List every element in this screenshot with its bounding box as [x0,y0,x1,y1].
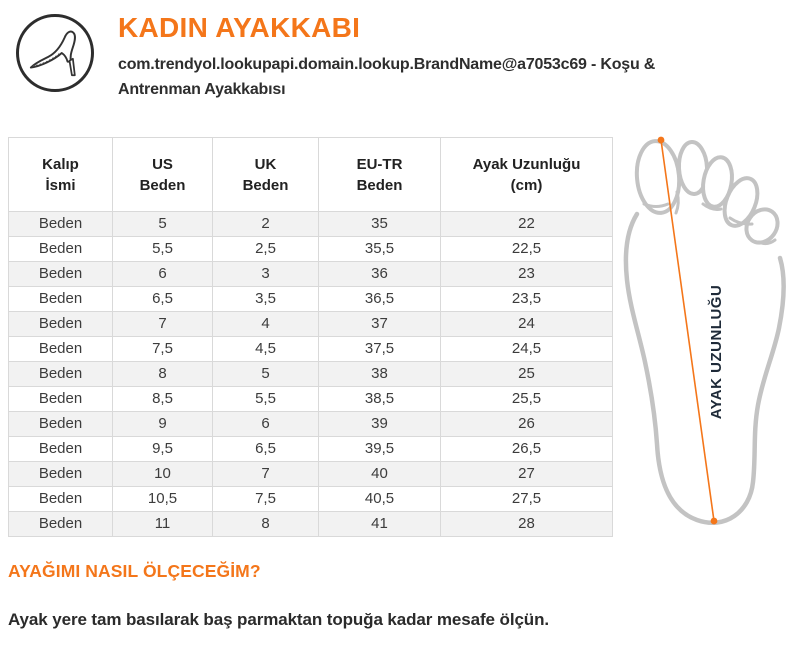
table-row [9,387,613,412]
table-cell: 22,5 [441,237,613,262]
table-cell: Beden [9,412,113,437]
high-heel-icon [26,24,84,82]
table-row [9,262,613,287]
column-header-ayak-uzunlugu: Ayak Uzunluğu (cm) [441,138,613,212]
column-header-uk-beden: UK Beden [213,138,319,212]
table-cell: Beden [9,387,113,412]
howto-section [8,561,608,630]
page-title: KADIN AYAKKABI [118,12,361,43]
table-cell: 3,5 [213,287,319,312]
header [16,12,655,103]
table-cell: 7,5 [213,487,319,512]
table-cell: 10,5 [113,487,213,512]
table-cell: 38 [319,362,441,387]
foot-diagram [613,130,799,542]
table-cell: 11 [113,512,213,537]
table-cell: 41 [319,512,441,537]
table-cell: 6,5 [113,287,213,312]
table-cell: Beden [9,462,113,487]
table-cell: 5,5 [113,237,213,262]
table-cell: 9 [113,412,213,437]
table-cell: 10 [113,462,213,487]
table-cell: 37 [319,312,441,337]
table-cell: 3 [213,262,319,287]
table-row [9,212,613,237]
table-cell: 8 [113,362,213,387]
table-cell: 24 [441,312,613,337]
table-cell: 9,5 [113,437,213,462]
table-cell: 35 [319,212,441,237]
table-cell: 2 [213,212,319,237]
product-subtitle: com.trendyol.lookupapi.domain.lookup.BrandName@a7053c69 - Koşu & Antrenman Ayakkabısı [118,56,656,98]
howto-text: Ayak yere tam basılarak baş parmaktan topuğa kadar mesafe ölçün. [8,610,549,629]
measurement-dot-bottom [711,518,718,525]
table-cell: 6,5 [213,437,319,462]
table-row [9,487,613,512]
header-row [9,138,613,212]
column-header-eu-tr-beden: EU-TR Beden [319,138,441,212]
table-cell: 37,5 [319,337,441,362]
table-cell: 39 [319,412,441,437]
table-cell: 26 [441,412,613,437]
foot-outline [626,214,784,523]
table-cell: 25 [441,362,613,387]
table-row [9,237,613,262]
table-cell: 5 [213,362,319,387]
table-cell: 5,5 [213,387,319,412]
column-header-kalip-ismi: Kalıp İsmi [9,138,113,212]
measurement-dot-top [658,137,665,144]
table-cell: 40 [319,462,441,487]
size-table [8,137,613,537]
table-cell: 5 [113,212,213,237]
table-row [9,337,613,362]
table-cell: Beden [9,437,113,462]
table-cell: 40,5 [319,487,441,512]
table-cell: Beden [9,337,113,362]
table-cell: 35,5 [319,237,441,262]
table-cell: 25,5 [441,387,613,412]
table-row [9,462,613,487]
table-cell: 23 [441,262,613,287]
table-cell: Beden [9,512,113,537]
table-cell: 39,5 [319,437,441,462]
table-cell: 27,5 [441,487,613,512]
table-row [9,287,613,312]
table-cell: 8,5 [113,387,213,412]
table-cell: Beden [9,312,113,337]
column-header-us-beden: US Beden [113,138,213,212]
table-cell: 7,5 [113,337,213,362]
header-text [118,12,655,103]
table-cell: 6 [213,412,319,437]
size-table-body [9,212,613,537]
table-row [9,362,613,387]
size-table-header [9,138,613,212]
table-cell: Beden [9,212,113,237]
table-row [9,412,613,437]
table-cell: Beden [9,262,113,287]
table-row [9,512,613,537]
table-cell: 26,5 [441,437,613,462]
table-cell: 7 [113,312,213,337]
table-cell: 8 [213,512,319,537]
category-icon-circle [16,14,94,92]
howto-heading: AYAĞIMI NASIL ÖLÇECEĞİM? [8,561,261,581]
table-cell: 23,5 [441,287,613,312]
table-cell: 36 [319,262,441,287]
table-cell: 7 [213,462,319,487]
foot-illustration [613,130,799,542]
table-cell: 2,5 [213,237,319,262]
table-cell: Beden [9,362,113,387]
table-cell: 24,5 [441,337,613,362]
table-cell: 28 [441,512,613,537]
table-cell: Beden [9,287,113,312]
table-cell: 38,5 [319,387,441,412]
foot-length-label: AYAK UZUNLUĞU [708,284,725,420]
table-cell: Beden [9,487,113,512]
table-cell: 27 [441,462,613,487]
table-cell: 36,5 [319,287,441,312]
table-cell: 4 [213,312,319,337]
table-row [9,312,613,337]
table-cell: 4,5 [213,337,319,362]
table-row [9,437,613,462]
table-cell: 6 [113,262,213,287]
table-cell: 22 [441,212,613,237]
big-toe [634,139,682,214]
table-cell: Beden [9,237,113,262]
